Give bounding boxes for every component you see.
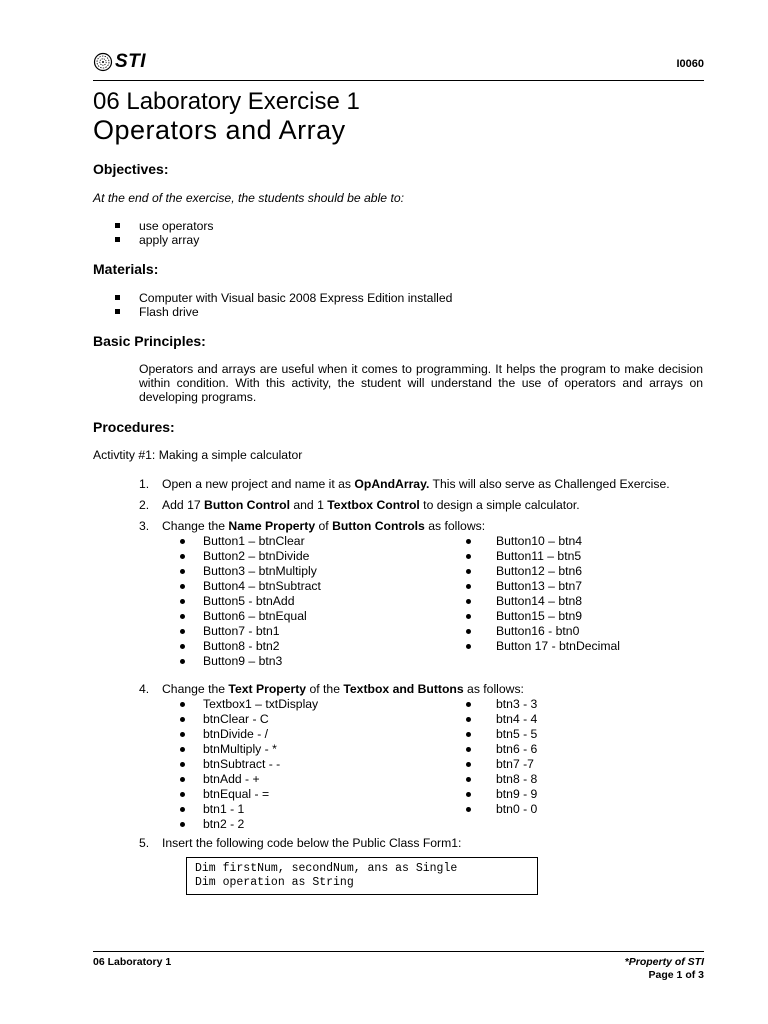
list-item: btnSubtract - - (203, 757, 281, 771)
code-line: Dim firstNum, secondNum, ans as Single (195, 862, 458, 875)
bullet-icon (180, 629, 185, 634)
list-item: Button15 – btn9 (496, 609, 583, 623)
list-item: btn2 - 2 (203, 817, 245, 831)
bullet-icon (180, 807, 185, 812)
list-item: Button9 – btn3 (203, 654, 283, 668)
header-rule (93, 80, 704, 81)
list-item: btn1 - 1 (203, 802, 245, 816)
objective-item: use operators (139, 219, 214, 233)
list-item: Textbox1 – txtDisplay (203, 697, 319, 711)
footer-rule (93, 951, 704, 952)
bullet-icon (180, 614, 185, 619)
material-item: Flash drive (139, 305, 199, 319)
list-item: Button11 – btn5 (496, 549, 582, 563)
principles-paragraph: Operators and arrays are useful when it comes to programming. It helps the program to make decision within condition. With this activity, the student will understand the use of operators and arrays on developing programs. (139, 362, 703, 404)
bullet-icon (466, 702, 471, 707)
bullet-icon (466, 644, 471, 649)
bullet-icon (466, 614, 471, 619)
bullet-icon (466, 732, 471, 737)
bullet-icon (466, 717, 471, 722)
list-item: btnAdd - + (203, 772, 260, 786)
list-item: Button8 - btn2 (203, 639, 280, 653)
bullet-icon (466, 569, 471, 574)
step-1-text: Open a new project and name it as OpAndArray. This will also serve as Challenged Exercise. (162, 477, 670, 491)
list-item: btnEqual - = (203, 787, 270, 801)
step-2-text: Add 17 Button Control and 1 Textbox Control to design a simple calculator. (162, 498, 580, 512)
objectives-intro: At the end of the exercise, the students should be able to: (93, 191, 404, 205)
step-4-text: Change the Text Property of the Textbox and Buttons as follows: (162, 682, 524, 696)
step-3-text: Change the Name Property of Button Controls as follows: (162, 519, 486, 533)
list-item: btnDivide - / (203, 727, 269, 741)
bullet-icon (180, 717, 185, 722)
bullet-icon (466, 539, 471, 544)
bullet-icon (466, 807, 471, 812)
list-item: btnClear - C (203, 712, 269, 726)
list-item: Button6 – btnEqual (203, 609, 307, 623)
list-item: Button1 – btnClear (203, 534, 305, 548)
step-number: 5. (139, 836, 150, 850)
principles-heading: Basic Principles: (93, 333, 206, 349)
list-item: btn9 - 9 (496, 787, 538, 801)
bullet-icon (466, 599, 471, 604)
list-item: Button12 – btn6 (496, 564, 583, 578)
list-item: Button5 - btnAdd (203, 594, 295, 608)
bullet-icon (466, 584, 471, 589)
list-item: btn5 - 5 (496, 727, 538, 741)
bullet-icon (180, 569, 185, 574)
bullet-icon (466, 554, 471, 559)
step-number: 3. (139, 519, 150, 533)
bullet-icon (180, 554, 185, 559)
step-number: 2. (139, 498, 150, 512)
bullet-icon (180, 732, 185, 737)
bullet-icon (115, 309, 120, 314)
activity-title: Activtity #1: Making a simple calculator (93, 448, 303, 462)
sti-logo (93, 50, 146, 74)
bullet-icon (180, 539, 185, 544)
bullet-icon (180, 747, 185, 752)
objectives-heading: Objectives: (93, 161, 169, 177)
bullet-icon (180, 584, 185, 589)
bullet-icon (180, 822, 185, 827)
bullet-icon (180, 792, 185, 797)
list-item: Button13 – btn7 (496, 579, 583, 593)
globe-icon (93, 52, 113, 72)
step-5-text: Insert the following code below the Public Class Form1: (162, 836, 462, 850)
list-item: Button2 – btnDivide (203, 549, 310, 563)
list-item: Button16 - btn0 (496, 624, 580, 638)
bullet-icon (180, 777, 185, 782)
materials-heading: Materials: (93, 261, 159, 277)
list-item: Button4 – btnSubtract (203, 579, 321, 593)
list-item: Button7 - btn1 (203, 624, 280, 638)
footer-property: *Property of STI (624, 956, 704, 968)
code-box (186, 857, 538, 895)
document-code: I0060 (676, 58, 704, 70)
bullet-icon (466, 629, 471, 634)
bullet-icon (466, 777, 471, 782)
exercise-title: 06 Laboratory Exercise 1 (93, 88, 360, 115)
bullet-icon (115, 223, 120, 228)
footer-page-number: Page 1 of 3 (648, 969, 704, 981)
list-item: btn0 - 0 (496, 802, 538, 816)
step-number: 4. (139, 682, 150, 696)
list-item: btn8 - 8 (496, 772, 538, 786)
list-item: Button14 – btn8 (496, 594, 583, 608)
list-item: Button3 – btnMultiply (203, 564, 317, 578)
bullet-icon (180, 599, 185, 604)
objective-item: apply array (139, 233, 200, 247)
bullet-icon (466, 747, 471, 752)
step-number: 1. (139, 477, 150, 491)
list-item: btnMultiply - * (203, 742, 277, 756)
code-line: Dim operation as String (195, 876, 354, 889)
bullet-icon (180, 644, 185, 649)
bullet-icon (115, 295, 120, 300)
list-item: Button 17 - btnDecimal (496, 639, 620, 653)
bullet-icon (180, 702, 185, 707)
procedures-heading: Procedures: (93, 419, 175, 435)
exercise-subtitle: Operators and Array (93, 115, 346, 145)
list-item: btn3 - 3 (496, 697, 538, 711)
list-item: Button10 – btn4 (496, 534, 583, 548)
bullet-icon (180, 762, 185, 767)
material-item: Computer with Visual basic 2008 Express Edition installed (139, 291, 453, 305)
list-item: btn4 - 4 (496, 712, 538, 726)
bullet-icon (115, 237, 120, 242)
footer-doc-name: 06 Laboratory 1 (93, 956, 172, 968)
bullet-icon (466, 792, 471, 797)
bullet-icon (466, 762, 471, 767)
logo-text: STI (115, 51, 147, 72)
list-item: btn7 -7 (496, 757, 534, 771)
bullet-icon (180, 659, 185, 664)
list-item: btn6 - 6 (496, 742, 538, 756)
